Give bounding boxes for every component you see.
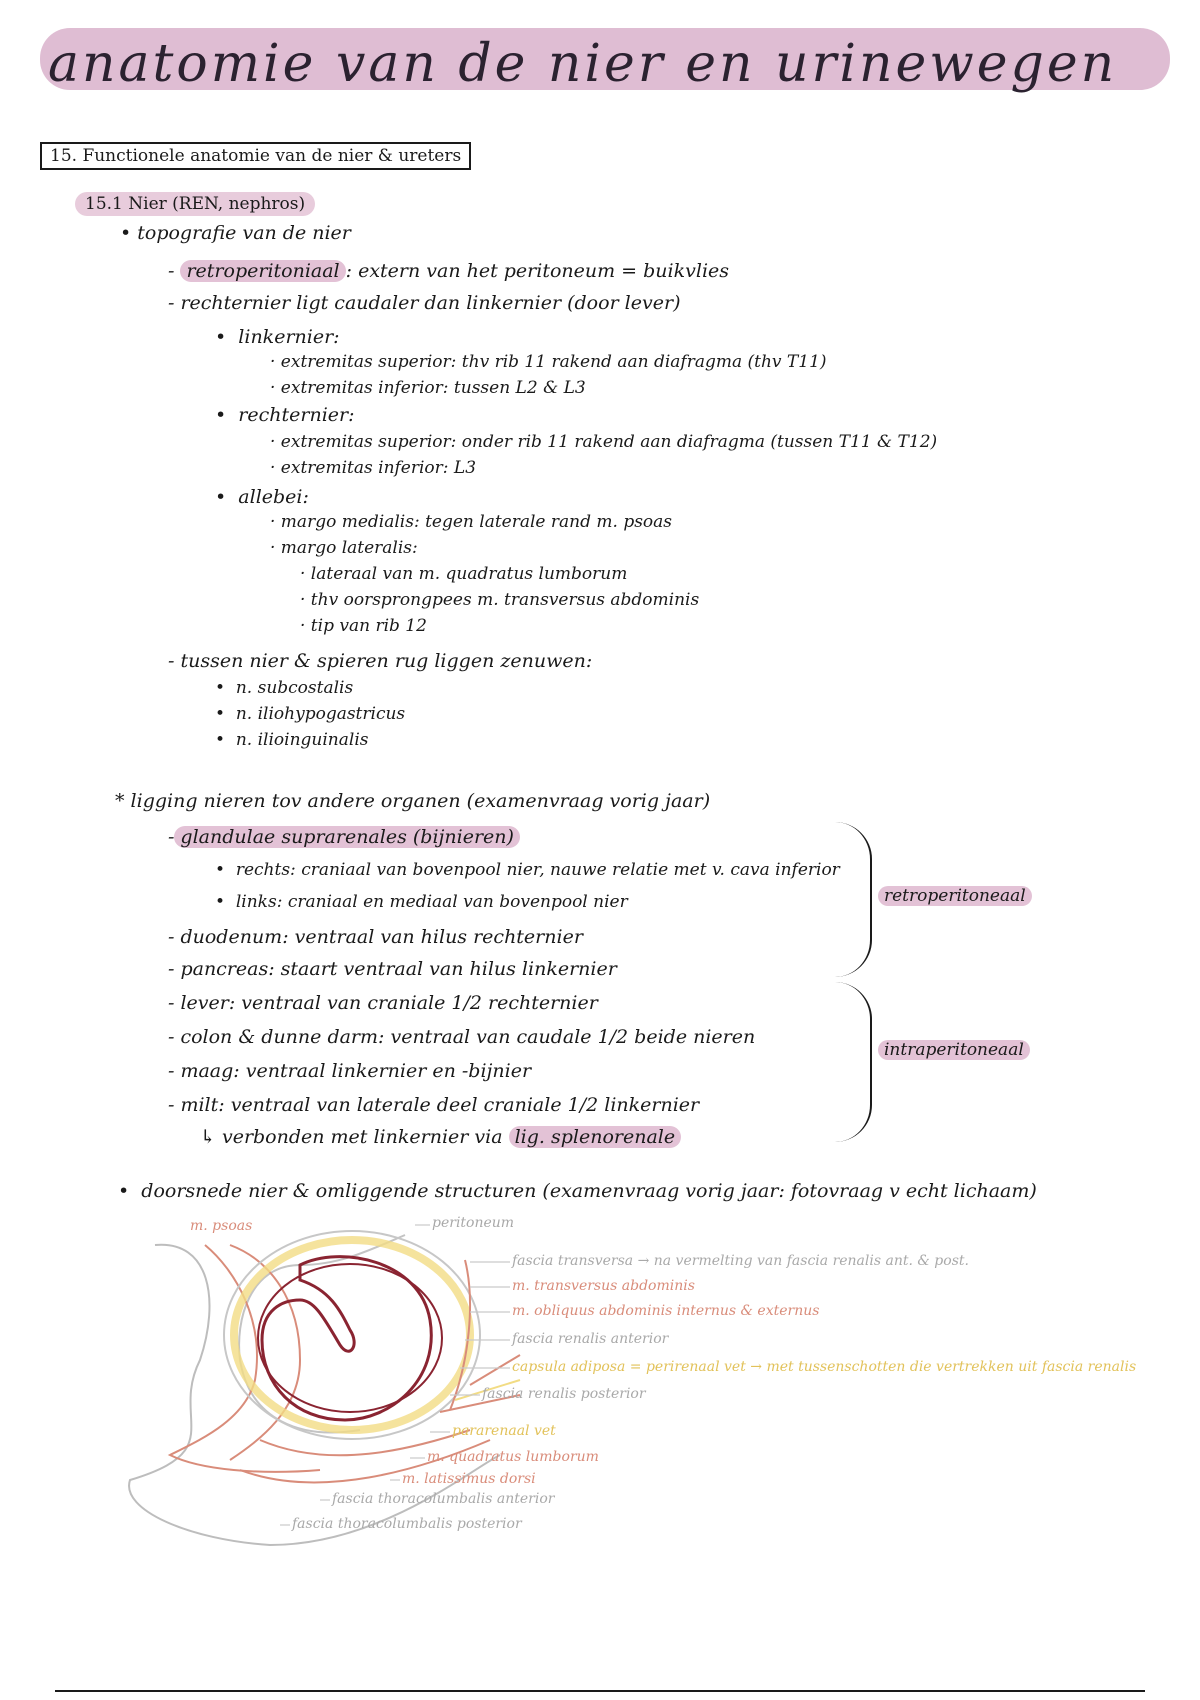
label-transversus: m. transversus abdominis [512, 1278, 695, 1294]
label-psoas: m. psoas [190, 1218, 253, 1234]
label-pararenaal-vet: pararenaal vet [452, 1423, 556, 1439]
gland-links: • links: craniaal en mediaal van bovenpool nier [215, 892, 628, 912]
milt-sub: ↳ verbonden met linkernier via [200, 1126, 503, 1148]
gland-term: glandulae suprarenales (bijnieren) [174, 826, 520, 848]
bottom-rule [55, 1690, 1145, 1692]
bullet-dot: • [120, 222, 138, 244]
lever-line: - lever: ventraal van craniale 1/2 rechternier [168, 992, 598, 1014]
rechter-inf: · extremitas inferior: L3 [270, 458, 477, 478]
rechter-label-line: • rechternier: [215, 404, 355, 426]
label-peritoneum: peritoneum [432, 1215, 515, 1231]
retroperitoneaal-label: retroperitoneaal [878, 886, 1032, 906]
linker-sup: · extremitas superior: thv rib 11 rakend aan diafragma (thv T11) [270, 352, 827, 372]
page-title: anatomie van de nier en urinewegen [48, 34, 1118, 94]
rechter-sup: · extremitas superior: onder rib 11 rakend aan diafragma (tussen T11 & T12) [270, 432, 938, 452]
rechts-lager: - rechternier ligt caudaler dan linkernier (door lever) [168, 292, 681, 314]
label-obliquus: m. obliquus abdominis internus & externus [512, 1303, 820, 1319]
intraperitoneaal-label: intraperitoneaal [878, 1040, 1030, 1060]
pancreas-line: - pancreas: staart ventraal van hilus linkernier [168, 958, 617, 980]
milt-line: - milt: ventraal van laterale deel craniale 1/2 linkernier [168, 1094, 700, 1116]
label-capsula-adiposa: capsula adiposa = perirenaal vet → met tussenschotten die vertrekken uit fascia renalis [512, 1359, 1137, 1375]
retro-rest: : extern van het peritoneum = buikvlies [345, 260, 730, 282]
label-fascia-renalis-posterior: fascia renalis posterior [482, 1386, 646, 1402]
lateralis-item-2: · thv oorsprongpees m. transversus abdominis [300, 590, 700, 610]
linker-inf: · extremitas inferior: tussen L2 & L3 [270, 378, 586, 398]
ligging-heading: ligging nieren tov andere organen (examenvraag vorig jaar) [130, 790, 711, 812]
allebei-label-line: • allebei: [215, 486, 309, 508]
label-thoracolumbalis-posterior: fascia thoracolumbalis posterior [292, 1516, 522, 1532]
topografie-heading: topografie van de nier [137, 222, 351, 244]
retro-line: - retroperitoniaal : extern van het peritoneum = buikvlies [168, 260, 730, 282]
subsection-heading: 15.1 Nier (REN, nephros) [75, 192, 315, 216]
bullet-ligging: * ligging nieren tov andere organen (examenvraag vorig jaar) [115, 790, 711, 812]
zenuw-item-3: • n. ilioinguinalis [215, 730, 369, 750]
kidney-inner [258, 1264, 442, 1412]
colon-line: - colon & dunne darm: ventraal van caudale 1/2 beide nieren [168, 1026, 756, 1048]
margo-medialis: · margo medialis: tegen laterale rand m. psoas [270, 512, 673, 532]
section-heading: 15. Functionele anatomie van de nier & ureters [40, 142, 471, 170]
milt-ligament: lig. splenorenale [509, 1126, 682, 1148]
label-fascia-renalis-anterior: fascia renalis anterior [512, 1331, 669, 1347]
kidney [262, 1257, 431, 1420]
linker-label: linkernier: [238, 326, 340, 348]
zenuw-item-2: • n. iliohypogastricus [215, 704, 406, 724]
allebei-label: allebei: [238, 486, 309, 508]
zenuwen-heading: - tussen nier & spieren rug liggen zenuwen: [168, 650, 593, 672]
bullet-doorsnede: • doorsnede nier & omliggende structuren (examenvraag vorig jaar: fotovraag v echt lichaam) [118, 1180, 1037, 1202]
lateralis-item-1: · lateraal van m. quadratus lumborum [300, 564, 628, 584]
label-fascia-transversa: fascia transversa → na vermelting van fascia renalis ant. & post. [512, 1253, 969, 1269]
label-quadratus-lumborum: m. quadratus lumborum [427, 1449, 599, 1465]
label-latissimus-dorsi: m. latissimus dorsi [402, 1471, 536, 1487]
gland-line: - glandulae suprarenales (bijnieren) [168, 826, 520, 848]
label-thoracolumbalis-anterior: fascia thoracolumbalis anterior [332, 1491, 555, 1507]
linker-label-line: • linkernier: [215, 326, 340, 348]
doorsnede-heading: doorsnede nier & omliggende structuren (examenvraag vorig jaar: fotovraag v echt lichaam) [141, 1180, 1037, 1202]
lateralis-item-3: · tip van rib 12 [300, 616, 427, 636]
zenuw-item-1: • n. subcostalis [215, 678, 354, 698]
maag-line: - maag: ventraal linkernier en -bijnier [168, 1060, 532, 1082]
retro-term: retroperitoniaal [180, 260, 345, 282]
rechter-label: rechternier: [238, 404, 355, 426]
margo-lateralis: · margo lateralis: [270, 538, 418, 558]
gland-rechts: • rechts: craniaal van bovenpool nier, nauwe relatie met v. cava inferior [215, 860, 840, 880]
duodenum-line: - duodenum: ventraal van hilus rechternier [168, 926, 583, 948]
